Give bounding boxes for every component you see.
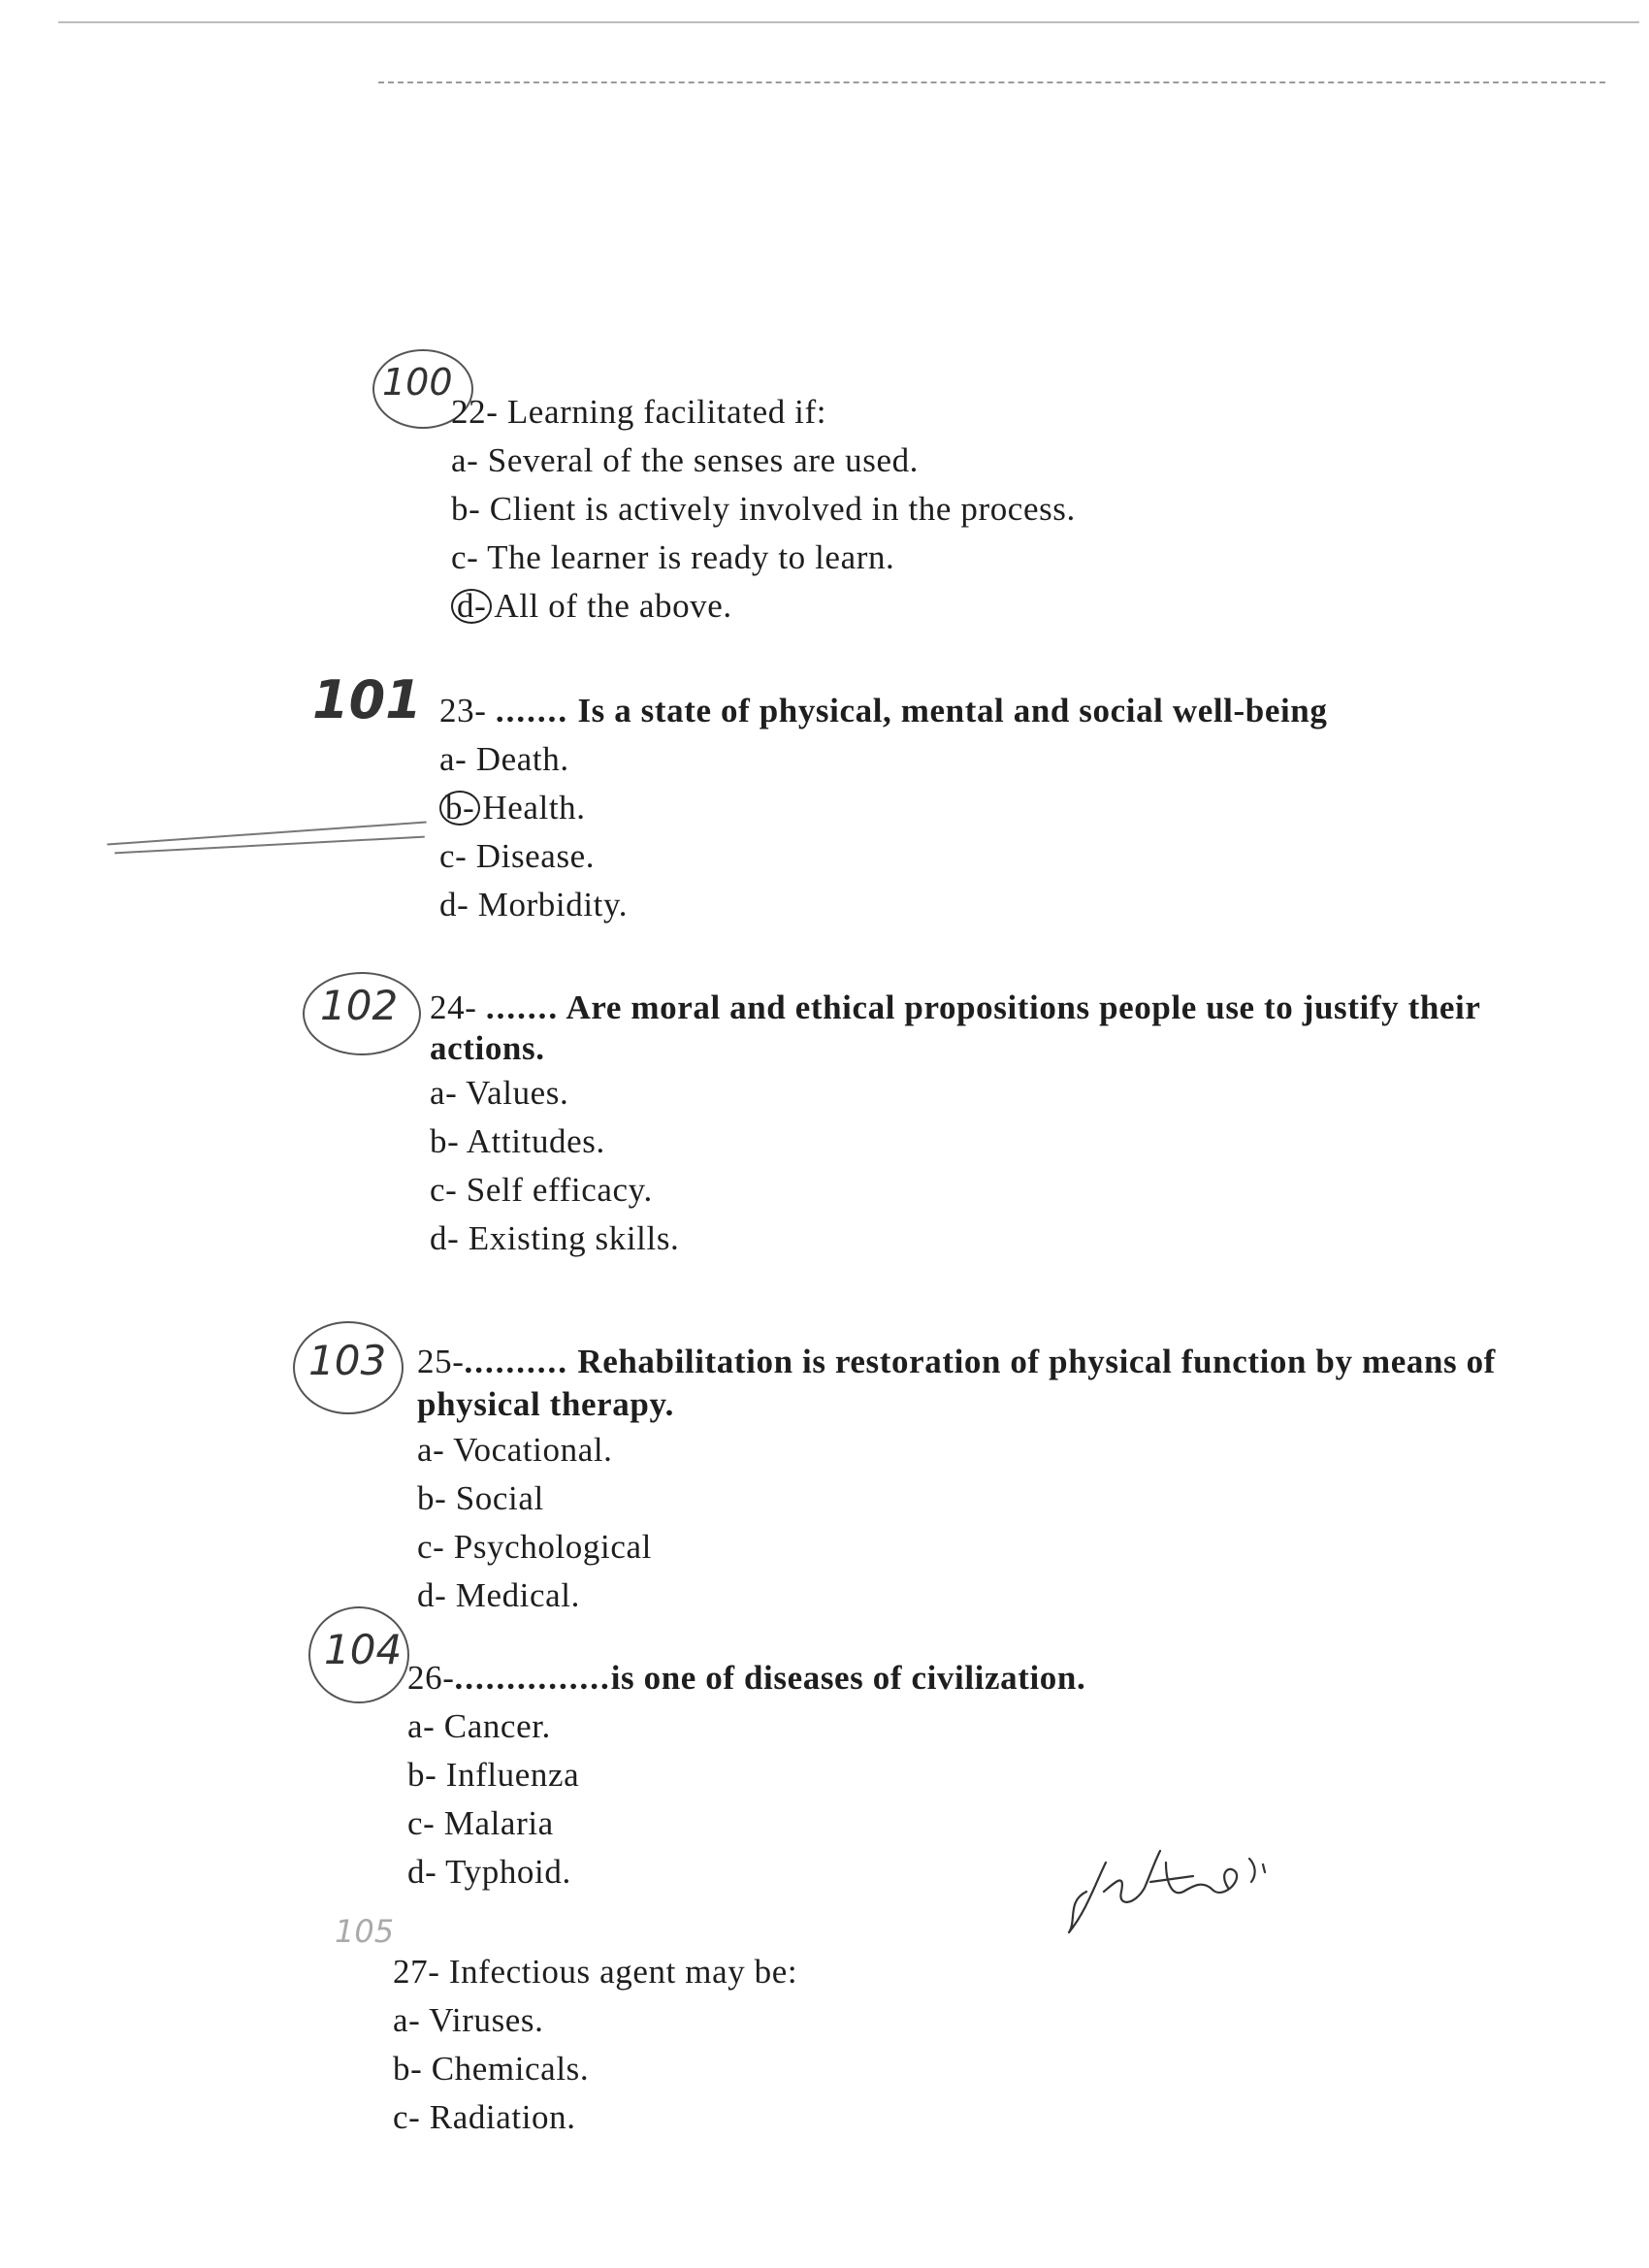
question-22-option-a[interactable]: a- Several of the senses are used. — [451, 441, 920, 479]
question-24-option-b[interactable]: b- Attitudes. — [430, 1122, 605, 1160]
handwritten-number-102: 102 — [320, 982, 399, 1029]
question-27-option-c[interactable]: c- Radiation. — [393, 2098, 576, 2136]
question-26 — [407, 1654, 1085, 1896]
question-26-stem: 26-...............is one of diseases of civilization. — [407, 1659, 1086, 1697]
question-24-option-c[interactable]: c- Self efficacy. — [430, 1171, 653, 1209]
top-border-line — [58, 21, 1639, 23]
question-22-option-b[interactable]: b- Client is actively involved in the process. — [451, 490, 1076, 528]
answer-circle-mark: d- — [451, 589, 492, 624]
question-27 — [393, 1948, 797, 2142]
question-23-option-d[interactable]: d- Morbidity. — [439, 886, 629, 923]
question-23-option-a[interactable]: a- Death. — [439, 740, 569, 778]
question-26-option-d[interactable]: d- Typhoid. — [407, 1853, 571, 1891]
handwritten-number-101: 101 — [312, 669, 422, 730]
answer-circle-mark: b- — [439, 791, 480, 826]
question-23-option-c[interactable]: c- Disease. — [439, 837, 596, 875]
question-25-option-a[interactable]: a- Vocational. — [417, 1431, 613, 1469]
dashed-header-line — [378, 81, 1605, 83]
question-25-option-d[interactable]: d- Medical. — [417, 1576, 580, 1614]
handwritten-number-104: 104 — [324, 1626, 403, 1673]
question-23-option-b[interactable]: b- Health. — [439, 784, 1327, 832]
question-23 — [439, 687, 1327, 929]
question-24-option-a[interactable]: a- Values. — [430, 1074, 569, 1112]
question-25-stem: 25-.......... Rehabilitation is restoration of physical function by means of physical therapy. — [417, 1343, 1496, 1423]
handwritten-number-105: 105 — [335, 1913, 395, 1950]
question-25-option-b[interactable]: b- Social — [417, 1479, 544, 1517]
question-24 — [430, 988, 1526, 1263]
question-22-stem: 22- Learning facilitated if: — [451, 393, 827, 431]
question-22-option-c[interactable]: c- The learner is ready to learn. — [451, 538, 895, 576]
question-27-stem: 27- Infectious agent may be: — [393, 1953, 798, 1991]
pen-stroke-mark — [114, 836, 425, 855]
question-25 — [417, 1341, 1542, 1620]
handwritten-number-100: 100 — [382, 361, 453, 404]
question-26-option-a[interactable]: a- Cancer. — [407, 1707, 551, 1745]
question-27-option-a[interactable]: a- Viruses. — [393, 2001, 544, 2039]
handwritten-signature — [1057, 1824, 1310, 1940]
question-25-option-c[interactable]: c- Psychological — [417, 1528, 652, 1566]
question-23-stem: 23- ....... Is a state of physical, mental and social well-being — [439, 692, 1328, 729]
question-26-option-c[interactable]: c- Malaria — [407, 1804, 554, 1842]
question-27-option-b[interactable]: b- Chemicals. — [393, 2050, 590, 2088]
question-24-stem: 24- ....... Are moral and ethical propositions people use to justify their actions. — [430, 988, 1480, 1067]
question-22-option-d[interactable]: d- All of the above. — [451, 582, 1076, 631]
handwritten-number-103: 103 — [308, 1337, 387, 1384]
question-22 — [451, 388, 1076, 631]
pen-stroke-mark — [107, 821, 426, 845]
question-26-option-b[interactable]: b- Influenza — [407, 1756, 580, 1794]
question-24-option-d[interactable]: d- Existing skills. — [430, 1219, 680, 1257]
